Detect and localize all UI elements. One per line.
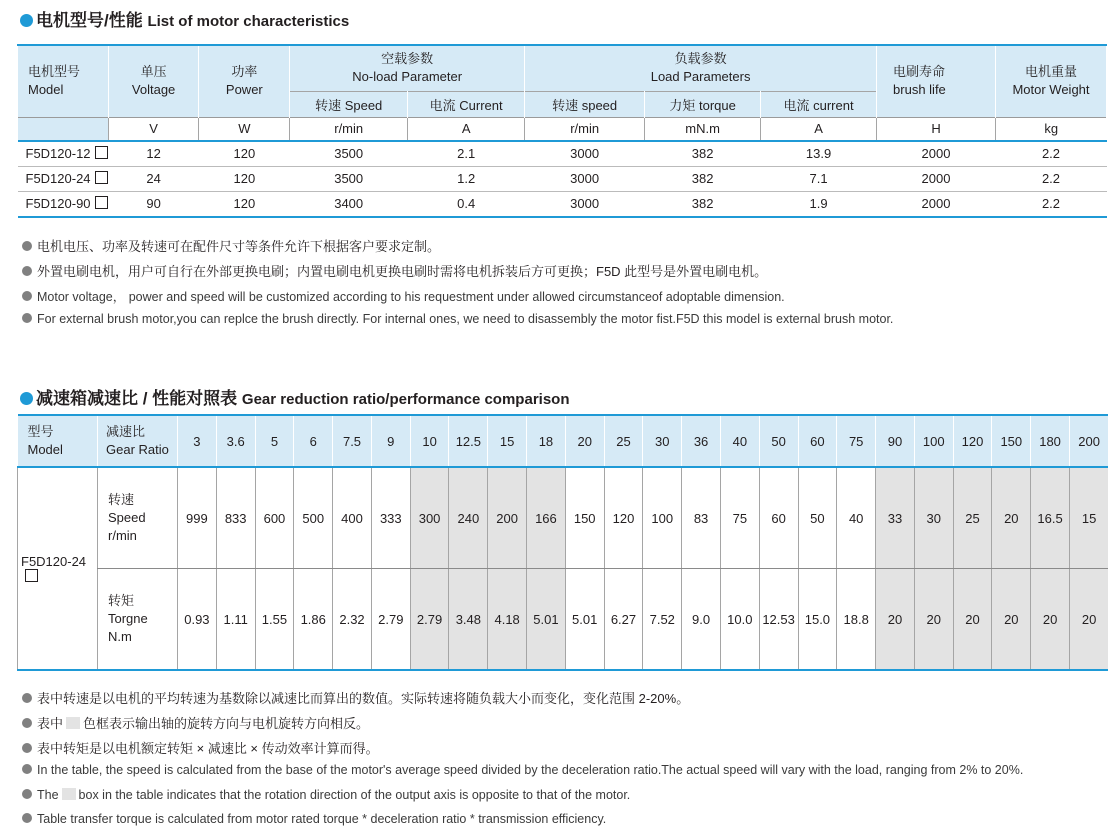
torque-cell: 0.93 — [178, 569, 217, 671]
torque-cell: 20 — [953, 569, 992, 671]
table-cell: 12 — [108, 141, 199, 167]
speed-cell: 16.5 — [1031, 467, 1070, 569]
gear-model-cell: F5D120-24 — [18, 467, 98, 670]
unit-cell: V — [108, 117, 199, 141]
table-cell: 2000 — [877, 191, 996, 217]
power-header: 功率 Power — [199, 45, 290, 117]
ratio-header-cell: 180 — [1031, 415, 1070, 467]
torque-cell: 10.0 — [720, 569, 759, 671]
ratio-header-cell: 12.5 — [449, 415, 488, 467]
ratio-header-cell: 25 — [604, 415, 643, 467]
unit-cell: r/min — [525, 117, 645, 141]
noload-header: 空载参数 No-load Parameter — [290, 45, 525, 91]
torque-cell: 18.8 — [837, 569, 876, 671]
speed-cell: 83 — [682, 467, 721, 569]
load-speed-header: 转速 speed — [525, 91, 645, 117]
torque-cell: 1.55 — [255, 569, 294, 671]
table-cell: 3000 — [525, 191, 645, 217]
unit-cell: W — [199, 117, 290, 141]
note2-en-2: The box in the table indicates that the rotation direction of the output axis is opposite to that of the motor. — [22, 788, 630, 802]
bullet-dot-icon — [20, 392, 33, 405]
torque-cell: 5.01 — [527, 569, 566, 671]
speed-cell: 150 — [565, 467, 604, 569]
model-cell: F5D120-24 — [18, 166, 109, 191]
bullet-icon — [22, 718, 32, 728]
ratio-header-cell: 3.6 — [216, 415, 255, 467]
unit-cell: A — [761, 117, 877, 141]
table-cell: 3500 — [290, 166, 408, 191]
checkbox-square-icon — [95, 146, 108, 159]
speed-cell: 240 — [449, 467, 488, 569]
voltage-header: 单压 Voltage — [108, 45, 199, 117]
table-row — [18, 191, 1107, 217]
table-cell: 13.9 — [761, 141, 877, 167]
table-cell: 90 — [108, 191, 199, 217]
brush-life-header: 电刷寿命 brush life — [877, 45, 996, 117]
table-cell: 3400 — [290, 191, 408, 217]
table-cell: 3000 — [525, 166, 645, 191]
ratio-header-cell: 9 — [371, 415, 410, 467]
table-cell: 3500 — [290, 141, 408, 167]
unit-cell: r/min — [290, 117, 408, 141]
checkbox-square-icon — [95, 196, 108, 209]
load-torque-header: 力矩 torque — [645, 91, 761, 117]
noload-current-header: 电流 Current — [408, 91, 525, 117]
ratio-header-cell: 18 — [527, 415, 566, 467]
ratio-header-cell: 7.5 — [333, 415, 372, 467]
ratio-header-cell: 20 — [565, 415, 604, 467]
gray-box-icon — [62, 788, 76, 800]
bullet-icon — [22, 313, 32, 323]
table-row — [18, 166, 1107, 191]
ratio-header-cell: 150 — [992, 415, 1031, 467]
ratio-header-cell: 5 — [255, 415, 294, 467]
table-cell: 7.1 — [761, 166, 877, 191]
bullet-icon — [22, 813, 32, 823]
speed-cell: 60 — [759, 467, 798, 569]
note2-cn-3: 表中转矩是以电机额定转矩 × 减速比 × 传动效率计算而得。 — [22, 738, 379, 757]
table-cell: 0.4 — [408, 191, 525, 217]
speed-cell: 30 — [914, 467, 953, 569]
torque-cell: 2.79 — [410, 569, 449, 671]
torque-cell: 1.86 — [294, 569, 333, 671]
gear-model-header: 型号 Model — [18, 415, 98, 467]
speed-cell: 33 — [876, 467, 915, 569]
speed-cell: 300 — [410, 467, 449, 569]
table-cell: 24 — [108, 166, 199, 191]
note2-cn-1: 表中转速是以电机的平均转速为基数除以减速比而算出的数值。实际转速将随负载大小而变化，变化范围 2-20%。 — [22, 688, 689, 707]
ratio-header-cell: 200 — [1069, 415, 1108, 467]
torque-cell: 20 — [914, 569, 953, 671]
table-cell: 1.9 — [761, 191, 877, 217]
model-cell: F5D120-90 — [18, 191, 109, 217]
torque-cell: 1.11 — [216, 569, 255, 671]
torque-cell: 20 — [1031, 569, 1070, 671]
torque-cell: 4.18 — [488, 569, 527, 671]
load-header: 负载参数 Load Parameters — [525, 45, 877, 91]
speed-cell: 833 — [216, 467, 255, 569]
load-current-header: 电流 current — [761, 91, 877, 117]
torque-cell: 20 — [1069, 569, 1108, 671]
ratio-header-cell: 40 — [720, 415, 759, 467]
table-cell: 382 — [645, 166, 761, 191]
ratio-header-cell: 30 — [643, 415, 682, 467]
table-cell: 2.1 — [408, 141, 525, 167]
speed-cell: 25 — [953, 467, 992, 569]
ratio-header-cell: 100 — [914, 415, 953, 467]
model-cell: F5D120-12 — [18, 141, 109, 167]
table-cell: 120 — [199, 141, 290, 167]
table-cell: 3000 — [525, 141, 645, 167]
speed-cell: 200 — [488, 467, 527, 569]
section-title-gear: 减速箱减速比 / 性能对照表 Gear reduction ratio/performance comparison — [20, 384, 570, 409]
torque-cell: 2.79 — [371, 569, 410, 671]
bullet-icon — [22, 241, 32, 251]
speed-cell: 400 — [333, 467, 372, 569]
torque-cell: 9.0 — [682, 569, 721, 671]
speed-cell: 600 — [255, 467, 294, 569]
checkbox-square-icon — [95, 171, 108, 184]
torque-cell: 3.48 — [449, 569, 488, 671]
noload-speed-header: 转速 Speed — [290, 91, 408, 117]
torque-cell: 2.32 — [333, 569, 372, 671]
table-cell: 1.2 — [408, 166, 525, 191]
note-cn-2: 外置电刷电机，用户可自行在外部更换电刷；内置电刷电机更换电刷时需将电机拆装后方可更换；F5D 此型号是外置电刷电机。 — [22, 261, 767, 280]
unit-cell: mN.m — [645, 117, 761, 141]
checkbox-square-icon — [25, 569, 38, 582]
speed-cell: 500 — [294, 467, 333, 569]
bullet-icon — [22, 789, 32, 799]
ratio-header-cell: 10 — [410, 415, 449, 467]
table-cell: 2000 — [877, 141, 996, 167]
torque-cell: 5.01 — [565, 569, 604, 671]
table-cell: 2.2 — [996, 191, 1107, 217]
bullet-icon — [22, 291, 32, 301]
speed-cell: 100 — [643, 467, 682, 569]
torque-cell: 7.52 — [643, 569, 682, 671]
torque-cell: 12.53 — [759, 569, 798, 671]
ratio-header-cell: 90 — [876, 415, 915, 467]
ratio-header-cell: 36 — [682, 415, 721, 467]
weight-header: 电机重量 Motor Weight — [996, 45, 1107, 117]
table-cell: 382 — [645, 141, 761, 167]
ratio-header-cell: 120 — [953, 415, 992, 467]
bullet-icon — [22, 743, 32, 753]
section-title-motor: 电机型号/性能 List of motor characteristics — [20, 6, 349, 31]
note2-en-1: In the table, the speed is calculated from the base of the motor's average speed divided by the deceleration ratio.The actual speed will vary with the load, ranging from 2% to 20%. — [22, 763, 1023, 777]
speed-cell: 50 — [798, 467, 837, 569]
torque-cell: 20 — [992, 569, 1031, 671]
torque-cell: 6.27 — [604, 569, 643, 671]
note2-cn-2: 表中 色框表示输出轴的旋转方向与电机旋转方向相反。 — [22, 713, 369, 732]
speed-cell: 75 — [720, 467, 759, 569]
table-cell: 382 — [645, 191, 761, 217]
gear-ratio-table — [17, 414, 1108, 671]
speed-row-label: 转速 Speed r/min — [98, 467, 178, 569]
bullet-icon — [22, 764, 32, 774]
bullet-icon — [22, 266, 32, 276]
speed-cell: 120 — [604, 467, 643, 569]
speed-cell: 15 — [1069, 467, 1108, 569]
ratio-header-cell: 50 — [759, 415, 798, 467]
units-model-cell — [18, 117, 109, 141]
ratio-header-cell: 75 — [837, 415, 876, 467]
table-cell: 120 — [199, 191, 290, 217]
unit-cell: A — [408, 117, 525, 141]
note-cn-1: 电机电压、功率及转速可在配件尺寸等条件允许下根据客户要求定制。 — [22, 236, 440, 255]
torque-cell: 20 — [876, 569, 915, 671]
unit-cell: kg — [996, 117, 1107, 141]
ratio-header-cell: 6 — [294, 415, 333, 467]
speed-cell: 999 — [178, 467, 217, 569]
speed-cell: 40 — [837, 467, 876, 569]
table-cell: 2000 — [877, 166, 996, 191]
speed-cell: 20 — [992, 467, 1031, 569]
speed-cell: 166 — [527, 467, 566, 569]
table-cell: 120 — [199, 166, 290, 191]
ratio-header-cell: 15 — [488, 415, 527, 467]
units-row — [18, 117, 1107, 141]
unit-cell: H — [877, 117, 996, 141]
motor-characteristics-table — [17, 44, 1107, 218]
note-en-1: Motor voltage， power and speed will be customized according to his requestment under allowed circumstanceof adoptable dimension. — [22, 287, 785, 305]
torque-row-label: 转矩 Torgne N.m — [98, 569, 178, 671]
note2-en-3: Table transfer torque is calculated from motor rated torque * deceleration ratio * transmission efficiency. — [22, 812, 606, 826]
speed-cell: 333 — [371, 467, 410, 569]
table-cell: 2.2 — [996, 141, 1107, 167]
gear-ratio-header: 减速比 Gear Ratio — [98, 415, 178, 467]
table-row — [18, 141, 1107, 167]
bullet-icon — [22, 693, 32, 703]
ratio-header-cell: 3 — [178, 415, 217, 467]
note-en-2: For external brush motor,you can replce the brush directly. For internal ones, we need to disassembly the motor fist.F5D this model is external brush motor. — [22, 312, 893, 326]
table-cell: 2.2 — [996, 166, 1107, 191]
model-header: 电机型号 Model — [18, 45, 109, 117]
gray-box-icon — [66, 717, 80, 729]
torque-cell: 15.0 — [798, 569, 837, 671]
ratio-header-cell: 60 — [798, 415, 837, 467]
bullet-dot-icon — [20, 14, 33, 27]
